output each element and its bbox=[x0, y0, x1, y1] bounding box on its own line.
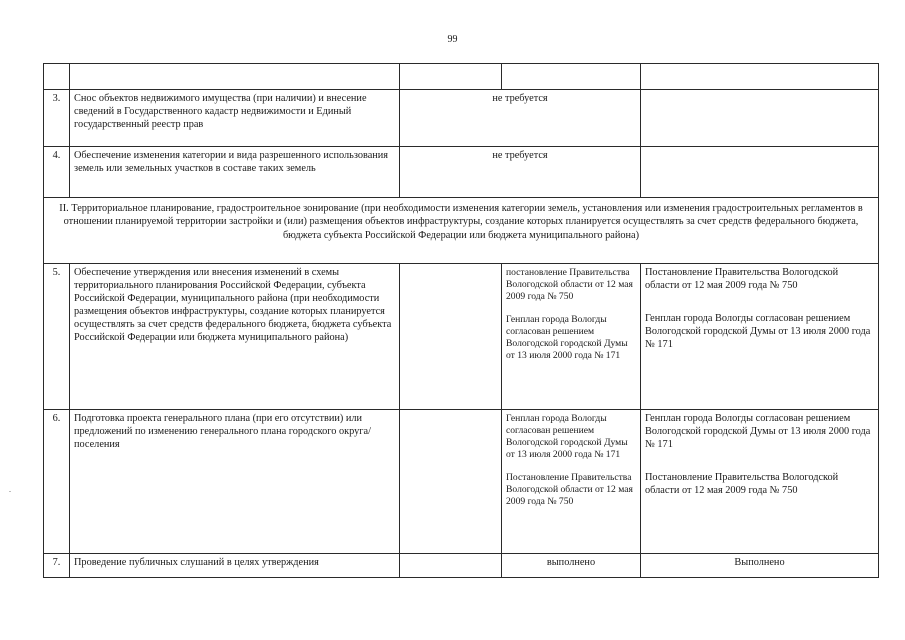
task-cell: Обеспечение изменения категории и вида разрешенного использования земель или земельных участков в составе таких земель bbox=[70, 147, 400, 198]
blank-cell bbox=[641, 147, 879, 198]
status-cell bbox=[641, 64, 879, 90]
task-cell: Обеспечение утверждения или внесения изменений в схемы территориального планирования Российской Федерации, субъекта Российской Федерации, муниципального района (при необходимости размещения объектов инфраструктуры, создание которых планируется осуществлять за счет средств федерального бюджета, бюджета субъекта Российской Федерации или бюджета муниципального района) bbox=[70, 264, 400, 410]
section-heading: II. Территориальное планирование, градостроительное зонирование (при необходимости изменения категории земель, установления или изменения градостроительных регламентов в отношении планируемой территории застройки и (или) размещения объектов инфраструктуры, создание которых планируется осуществлять за счет средств федерального бюджета, бюджета субъекта Российской Федерации или бюджета муниципального района) bbox=[44, 198, 879, 264]
table-row bbox=[44, 264, 879, 410]
status-cell: не требуется bbox=[400, 147, 641, 198]
document-reference: Генплан города Вологды согласован решением Вологодской городской Думы от 13 июля 2000 года № 171 bbox=[506, 413, 628, 460]
document-cell bbox=[502, 410, 641, 554]
document-reference: постановление Правительства Вологодской области от 12 мая 2009 года № 750 bbox=[506, 267, 633, 302]
section-row bbox=[44, 198, 879, 264]
row-number bbox=[44, 64, 70, 90]
table-row bbox=[44, 147, 879, 198]
task-cell bbox=[70, 64, 400, 90]
status-cell bbox=[641, 410, 879, 554]
table-row bbox=[44, 554, 879, 578]
row-number: 6. bbox=[44, 410, 70, 554]
row-number: 5. bbox=[44, 264, 70, 410]
document-cell bbox=[502, 64, 641, 90]
document-cell bbox=[502, 264, 641, 410]
document-reference: Генплан города Вологды согласован решением Вологодской городской Думы от 13 июля 2000 года № 171 bbox=[506, 313, 628, 361]
blank-cell bbox=[400, 64, 502, 90]
document-reference: Генплан города Вологды согласован решением Вологодской городской Думы от 13 июля 2000 года № 171 bbox=[645, 413, 871, 450]
document-reference: Постановление Правительства Вологодской области от 12 мая 2009 года № 750 bbox=[506, 471, 633, 507]
document-reference: Генплан города Вологды согласован решением Вологодской городской Думы от 13 июля 2000 года № 171 bbox=[645, 312, 871, 350]
document-reference: Постановление Правительства Вологодской области от 12 мая 2009 года № 750 bbox=[645, 267, 839, 291]
row-number: 4. bbox=[44, 147, 70, 198]
page-number: 99 bbox=[447, 34, 458, 45]
blank-cell bbox=[400, 410, 502, 554]
scan-artifact: . bbox=[9, 485, 11, 494]
row-number: 3. bbox=[44, 90, 70, 147]
document-reference: Постановление Правительства Вологодской области от 12 мая 2009 года № 750 bbox=[645, 471, 839, 496]
document-cell: выполнено bbox=[502, 554, 641, 578]
task-cell: Проведение публичных слушаний в целях утверждения bbox=[70, 554, 400, 578]
status-cell: Выполнено bbox=[641, 554, 879, 578]
status-cell: не требуется bbox=[400, 90, 641, 147]
row-number: 7. bbox=[44, 554, 70, 578]
task-cell: Снос объектов недвижимого имущества (при наличии) и внесение сведений в Государственного кадастр недвижимости и Единый государственный реестр прав bbox=[70, 90, 400, 147]
plan-table bbox=[43, 63, 879, 578]
task-cell: Подготовка проекта генерального плана (при его отсутствии) или предложений по изменению генерального плана городского округа/поселения bbox=[70, 410, 400, 554]
table-row bbox=[44, 64, 879, 90]
status-cell bbox=[641, 264, 879, 410]
table-row bbox=[44, 410, 879, 554]
blank-cell bbox=[400, 264, 502, 410]
blank-cell bbox=[400, 554, 502, 578]
table-row bbox=[44, 90, 879, 147]
blank-cell bbox=[641, 90, 879, 147]
